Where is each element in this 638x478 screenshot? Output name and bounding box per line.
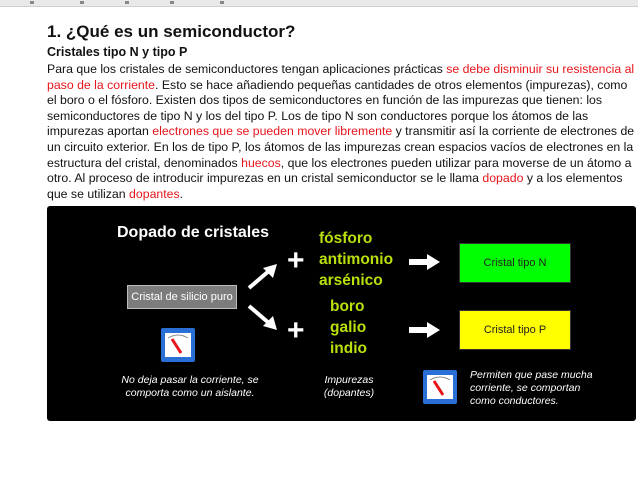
element-indio: indio <box>330 340 368 357</box>
caption-line: (dopantes) <box>323 387 375 399</box>
n-dopants-list <box>319 228 393 291</box>
p-dopants-list <box>330 296 367 359</box>
highlighted-text: dopantes <box>129 186 180 201</box>
insulator-caption <box>120 374 260 400</box>
arrow-right-icon <box>409 322 441 338</box>
page-title: 1. ¿Qué es un semiconductor? <box>47 22 296 41</box>
gauge-icon <box>161 328 195 362</box>
element-galio: galio <box>330 319 367 336</box>
highlighted-text: huecos <box>241 155 281 170</box>
caption-line: No deja pasar la corriente, se <box>121 374 259 386</box>
arrow-right-icon <box>409 254 441 270</box>
element-boro: boro <box>330 298 365 315</box>
element-fosforo: fósforo <box>319 230 373 247</box>
n-type-crystal-box: Cristal tipo N <box>459 243 571 283</box>
gauge-icon <box>423 370 457 404</box>
doping-diagram <box>47 206 636 421</box>
paragraph-text: y transmitir así la corriente de electrones de un circuito exterior. En los de tipo P, los átomos de las impurezas crean espacios vacíos de electrones en la estructura del cristal, denominados <box>47 124 635 170</box>
plus-sign-p: + <box>287 314 305 347</box>
top-toolbar-strip <box>0 0 638 7</box>
caption-line: comporta como un aislante. <box>125 387 255 399</box>
toolbar-mark <box>125 1 129 4</box>
plus-sign-n: + <box>287 244 305 277</box>
highlighted-text: se debe disminuir su resistencia al paso de la corriente <box>47 62 635 92</box>
caption-line: como conductores. <box>470 395 559 407</box>
highlighted-text: dopado <box>482 171 524 186</box>
highlighted-text: electrones que se pueden mover libremente <box>152 124 393 139</box>
arrow-diagonal-icon <box>243 262 283 334</box>
caption-line: Impurezas <box>324 374 374 386</box>
diagram-title: Dopado de cristales <box>117 224 270 241</box>
element-arsenico: arsénico <box>319 272 383 289</box>
caption-line: Permiten que pase mucha <box>470 369 593 381</box>
toolbar-mark <box>30 1 34 4</box>
conductor-caption <box>470 369 595 408</box>
paragraph-text: . Esto se hace añadiendo pequeñas cantidades de otros elementos (impurezas), como el boro o el fósforo. Existen dos tipos de semiconductores en función de las impurezas que tienen: los semiconductores de tipo N y los del tipo P. Los de tipo N son conductores porque los átomos de las impurezas aportan <box>47 77 628 139</box>
element-antimonio: antimonio <box>319 251 394 268</box>
paragraph-text: . <box>179 186 184 201</box>
toolbar-mark <box>80 1 84 4</box>
toolbar-mark <box>170 1 174 4</box>
dopants-caption <box>319 374 379 400</box>
toolbar-mark <box>220 1 224 4</box>
section-subtitle: Cristales tipo N y tipo P <box>47 45 188 59</box>
p-type-crystal-box: Cristal tipo P <box>459 310 571 350</box>
pure-silicon-box: Cristal de silicio puro <box>127 285 237 309</box>
paragraph-text: Para que los cristales de semiconductores tengan aplicaciones prácticas <box>47 62 447 76</box>
paragraph-text: y a los elementos que se utilizan <box>47 171 623 201</box>
paragraph-text: , que los electrones pueden utilizar para moverse de un átomo a otro. Al proceso de introducir impurezas en un cristal semiconductor se le llama <box>47 155 632 186</box>
explanation-paragraph <box>47 62 635 202</box>
caption-line: corriente, se comportan <box>470 382 581 394</box>
